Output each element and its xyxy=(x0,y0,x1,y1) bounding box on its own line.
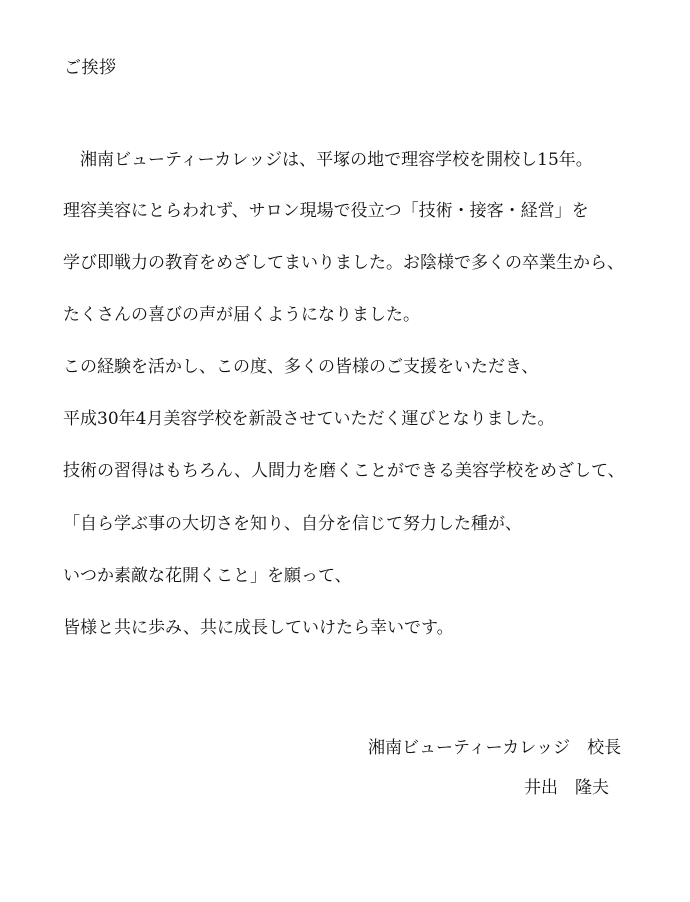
body-line-1: 湘南ビューティーカレッジは、平塚の地で理容学校を開校し15年。 xyxy=(63,150,593,170)
body-line-2: 理容美容にとらわれず、サロン現場で役立つ「技術・接客・経営」を xyxy=(63,201,589,221)
body-line-9: いつか素敵な花開くこと」を願って、 xyxy=(63,566,352,586)
body-line-6: 平成30年4月美容学校を新設させていただく運びとなりました。 xyxy=(63,409,555,429)
signature-name: 井出 隆夫 xyxy=(524,778,609,798)
page-title: ご挨拶 xyxy=(64,58,117,78)
body-line-10: 皆様と共に歩み、共に成長していけたら幸いです。 xyxy=(63,618,454,638)
body-line-4: たくさんの喜びの声が届くようになりました。 xyxy=(63,305,420,325)
body-line-8: 「自ら学ぶ事の大切さを知り、自分を信じて努力した種が、 xyxy=(63,514,522,534)
body-line-5: この経験を活かし、この度、多くの皆様のご支援をいただき、 xyxy=(63,357,539,377)
body-line-3: 学び即戦力の教育をめざしてまいりました。お陰様で多くの卒業生から、 xyxy=(63,253,624,273)
signature-organization: 湘南ビューティーカレッジ 校長 xyxy=(368,738,622,758)
body-line-7: 技術の習得はもちろん、人間力を磨くことができる美容学校をめざして、 xyxy=(63,461,625,481)
